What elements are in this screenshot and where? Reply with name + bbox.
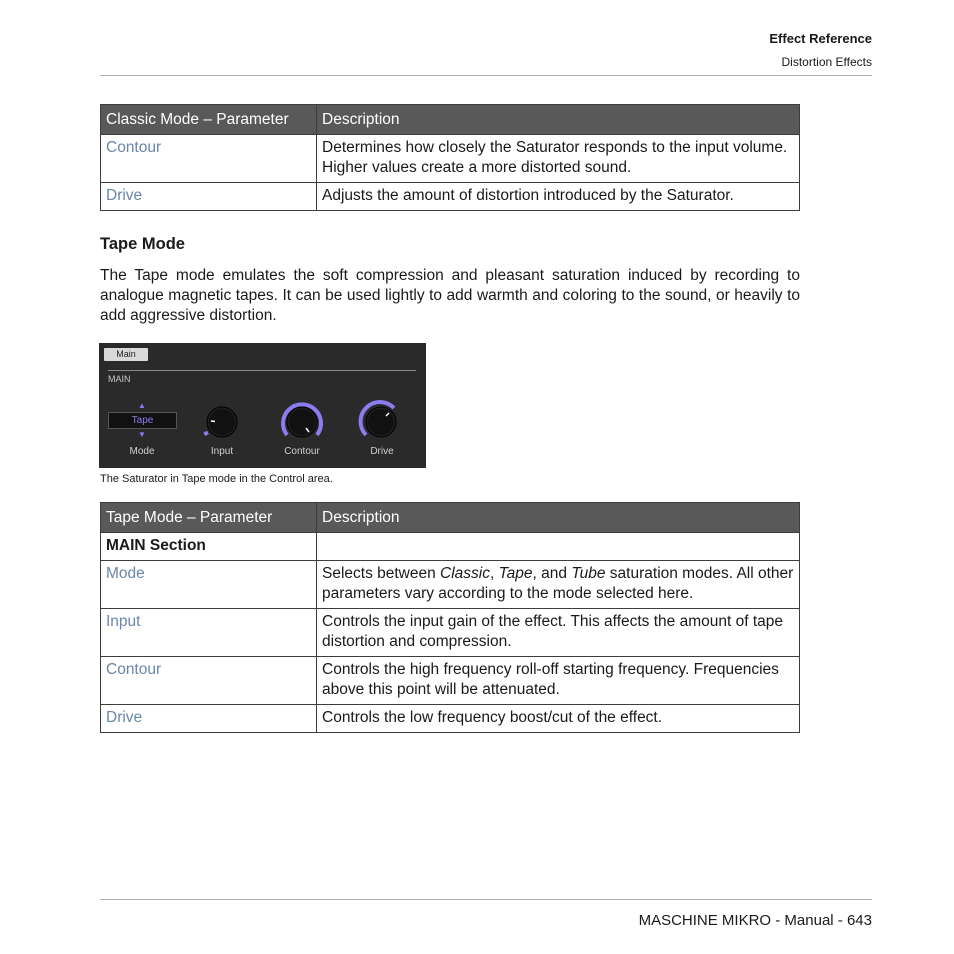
table-row — [101, 609, 800, 657]
classic-mode-table — [100, 104, 800, 211]
table-row — [101, 183, 800, 211]
param-link-input[interactable]: Input — [101, 609, 317, 657]
footer-divider — [100, 899, 872, 900]
tab-main[interactable]: Main — [104, 348, 148, 361]
column-header-parameter: Tape Mode – Parameter — [101, 503, 317, 533]
param-link-drive[interactable]: Drive — [101, 705, 317, 733]
param-description: Selects between Classic, Tape, and Tube saturation modes. All other parameters vary according to the mode selected here. — [317, 561, 800, 609]
param-link-contour[interactable]: Contour — [101, 657, 317, 705]
param-link-contour[interactable]: Contour — [101, 135, 317, 183]
section-divider — [108, 370, 416, 371]
figure-caption: The Saturator in Tape mode in the Control area. — [100, 473, 333, 485]
drive-knob-icon[interactable] — [357, 398, 405, 446]
section-body: The Tape mode emulates the soft compression and pleasant saturation induced by recording to analogue magnetic tapes. It can be used lightly to add warmth and coloring to the sound, or heavily to add aggressive distortion. — [100, 267, 800, 324]
header-divider — [100, 75, 872, 76]
control-label-contour: Contour — [284, 446, 320, 457]
param-description: Determines how closely the Saturator responds to the input volume. Higher values create a more distorted sound. — [317, 135, 800, 183]
param-description: Adjusts the amount of distortion introduced by the Saturator. — [317, 183, 800, 211]
table-row — [101, 135, 800, 183]
table-row — [101, 561, 800, 609]
section-label: MAIN — [108, 374, 131, 384]
saturator-control-panel — [99, 343, 426, 468]
table-row — [101, 705, 800, 733]
table-header-row — [101, 503, 800, 533]
table-row — [101, 657, 800, 705]
param-description: Controls the low frequency boost/cut of the effect. — [317, 705, 800, 733]
empty-cell — [317, 533, 800, 561]
section-heading: Tape Mode — [100, 235, 185, 253]
param-link-drive[interactable]: Drive — [101, 183, 317, 211]
table-header-row — [101, 105, 800, 135]
column-header-parameter: Classic Mode – Parameter — [101, 105, 317, 135]
section-row-label: MAIN Section — [101, 533, 317, 561]
control-label-input: Input — [210, 446, 234, 457]
header-subtitle: Distortion Effects — [781, 55, 872, 69]
contour-knob-icon[interactable] — [278, 398, 326, 446]
chevron-up-icon[interactable]: ▲ — [138, 401, 146, 410]
control-label-mode: Mode — [129, 446, 155, 457]
header-title: Effect Reference — [769, 31, 872, 46]
param-description: Controls the high frequency roll-off starting frequency. Frequencies above this point will be attenuated. — [317, 657, 800, 705]
input-knob-icon[interactable] — [198, 398, 246, 446]
chevron-down-icon[interactable]: ▼ — [138, 430, 146, 439]
column-header-description: Description — [317, 105, 800, 135]
column-header-description: Description — [317, 503, 800, 533]
param-link-mode[interactable]: Mode — [101, 561, 317, 609]
table-row — [101, 533, 800, 561]
mode-selector[interactable]: Tape — [108, 412, 177, 429]
tape-mode-table — [100, 502, 800, 733]
param-description: Controls the input gain of the effect. This affects the amount of tape distortion and compression. — [317, 609, 800, 657]
control-label-drive: Drive — [370, 446, 394, 457]
footer-page-label: MASCHINE MIKRO - Manual - 643 — [638, 912, 872, 929]
